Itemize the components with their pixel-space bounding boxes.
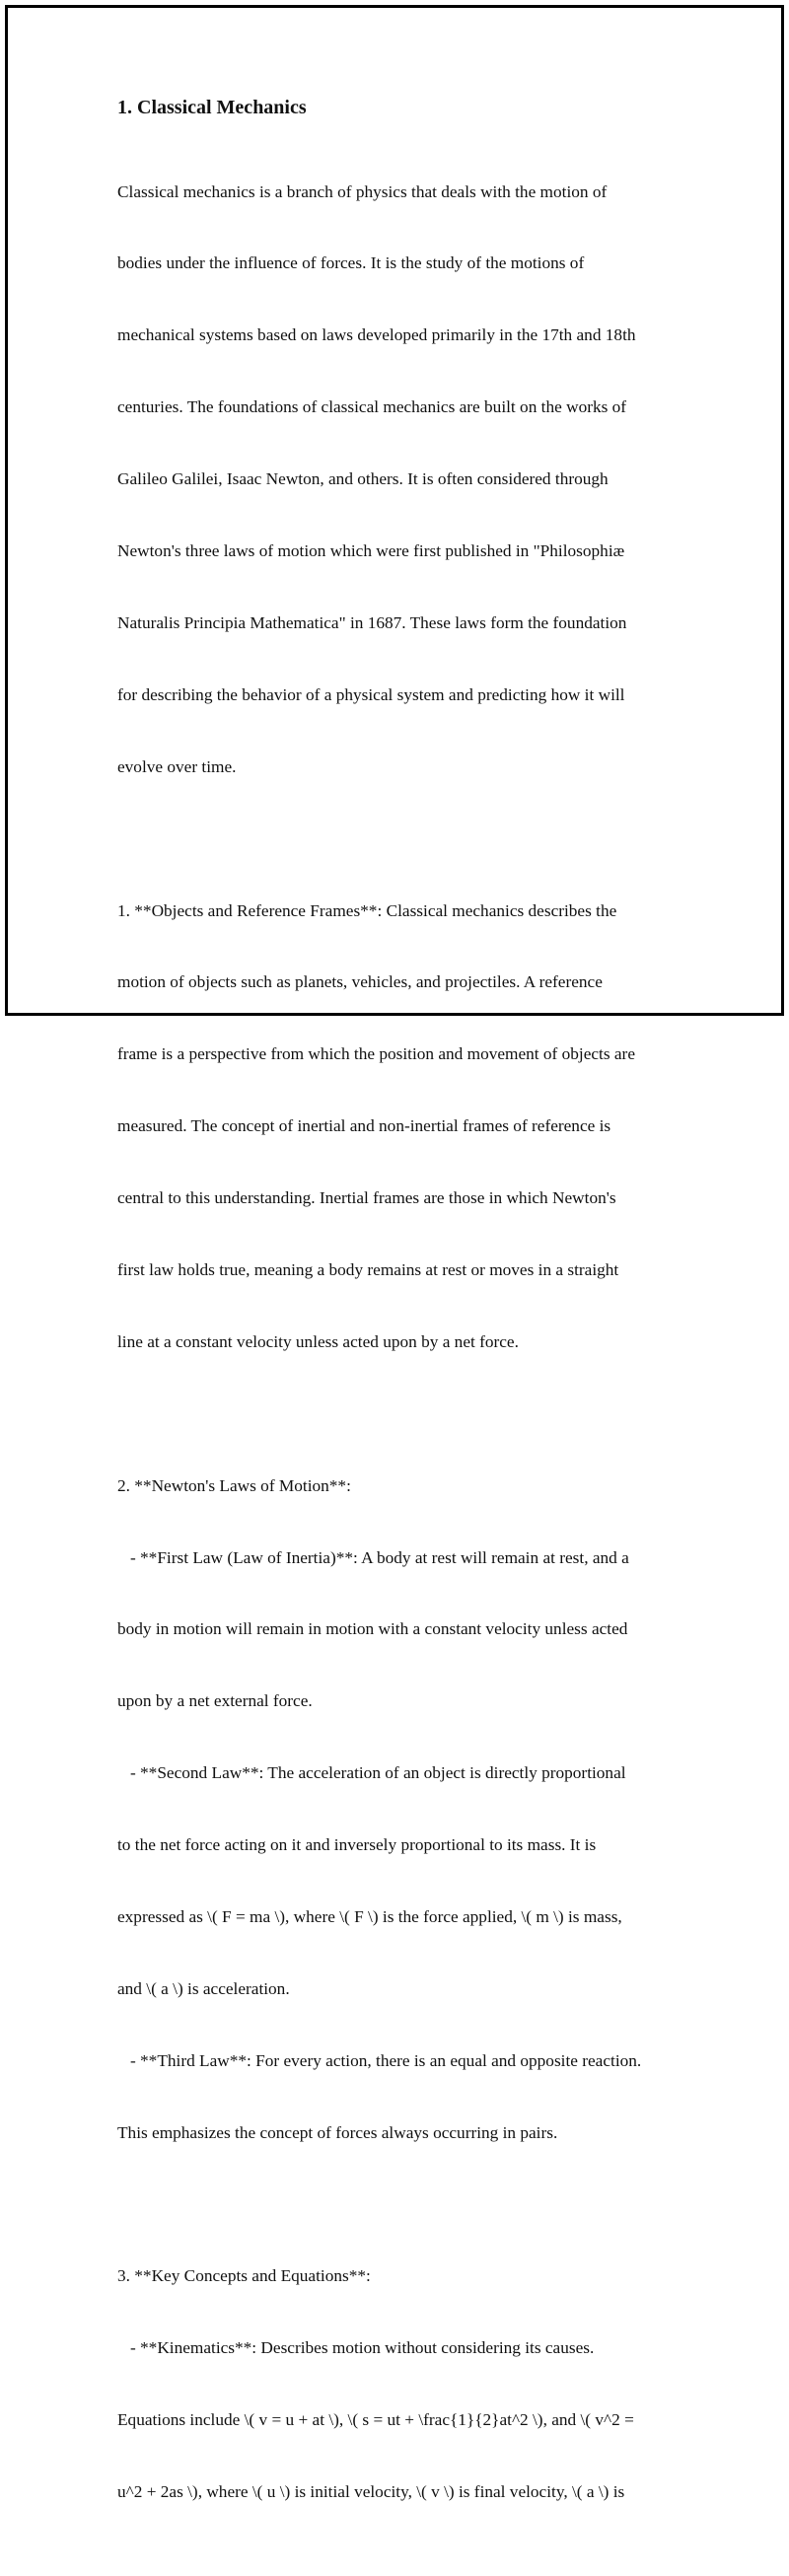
text-line: bodies under the influence of forces. It is the study of the motions of xyxy=(117,253,585,273)
text-line: upon by a net external force. xyxy=(117,1691,313,1711)
paragraph-intro xyxy=(117,132,694,827)
document-page xyxy=(5,5,784,2502)
text-line: centuries. The foundations of classical mechanics are built on the works of xyxy=(117,397,627,417)
text-line: u^2 + 2as \), where \( u \) is initial velocity, \( v \) is final velocity, \( a \) is xyxy=(117,2482,625,2502)
text-line: first law holds true, meaning a body remains at rest or moves in a straight xyxy=(117,1259,619,1279)
section-title: 1. Classical Mechanics xyxy=(117,97,307,118)
paragraph-reference-frames xyxy=(117,851,694,1402)
text-line: Equations include \( v = u + at \), \( s = ut + \frac{1}{2}at^2 \), and \( v^2 = xyxy=(117,2410,634,2430)
text-line: evolve over time. xyxy=(117,756,237,776)
text-line: 3. **Key Concepts and Equations**: xyxy=(117,2266,371,2286)
paragraph-newtons-laws xyxy=(117,1426,694,2193)
text-line: - **Third Law**: For every action, there is an equal and opposite reaction. xyxy=(117,2050,642,2070)
text-line: Newton's three laws of motion which were first published in "Philosophiæ xyxy=(117,541,625,561)
text-line: body in motion will remain in motion with a constant velocity unless acted xyxy=(117,1619,628,1639)
text-line: expressed as \( F = ma \), where \( F \) is the force applied, \( m \) is mass, xyxy=(117,1906,622,1926)
text-line: motion of objects such as planets, vehicles, and projectiles. A reference xyxy=(117,972,603,992)
text-line: central to this understanding. Inertial frames are those in which Newton's xyxy=(117,1188,616,1208)
text-line: measured. The concept of inertial and non-inertial frames of reference is xyxy=(117,1116,611,1136)
paragraph-key-concepts xyxy=(117,2217,694,2552)
text-line: - **Second Law**: The acceleration of an object is directly proportional xyxy=(117,1763,626,1783)
text-line: line at a constant velocity unless acted upon by a net force. xyxy=(117,1331,519,1351)
text-line: mechanical systems based on laws developed primarily in the 17th and 18th xyxy=(117,325,636,345)
text-line: Naturalis Principia Mathematica" in 1687. These laws form the foundation xyxy=(117,612,627,632)
text-line: This emphasizes the concept of forces always occurring in pairs. xyxy=(117,2122,558,2142)
text-line: 1. **Objects and Reference Frames**: Classical mechanics describes the xyxy=(117,900,617,920)
text-line: - **Kinematics**: Describes motion without considering its causes. xyxy=(117,2338,595,2358)
text-line: and \( a \) is acceleration. xyxy=(117,1978,290,1998)
document-body xyxy=(117,95,694,2576)
text-line: frame is a perspective from which the position and movement of objects are xyxy=(117,1044,635,1064)
text-line: Galileo Galilei, Isaac Newton, and others. It is often considered through xyxy=(117,469,609,489)
text-line: - **First Law (Law of Inertia)**: A body at rest will remain at rest, and a xyxy=(117,1547,629,1567)
text-line: to the net force acting on it and inversely proportional to its mass. It is xyxy=(117,1835,597,1855)
text-line: for describing the behavior of a physical system and predicting how it will xyxy=(117,684,625,704)
text-line: 2. **Newton's Laws of Motion**: xyxy=(117,1475,351,1495)
text-line: Classical mechanics is a branch of physics that deals with the motion of xyxy=(117,181,608,201)
